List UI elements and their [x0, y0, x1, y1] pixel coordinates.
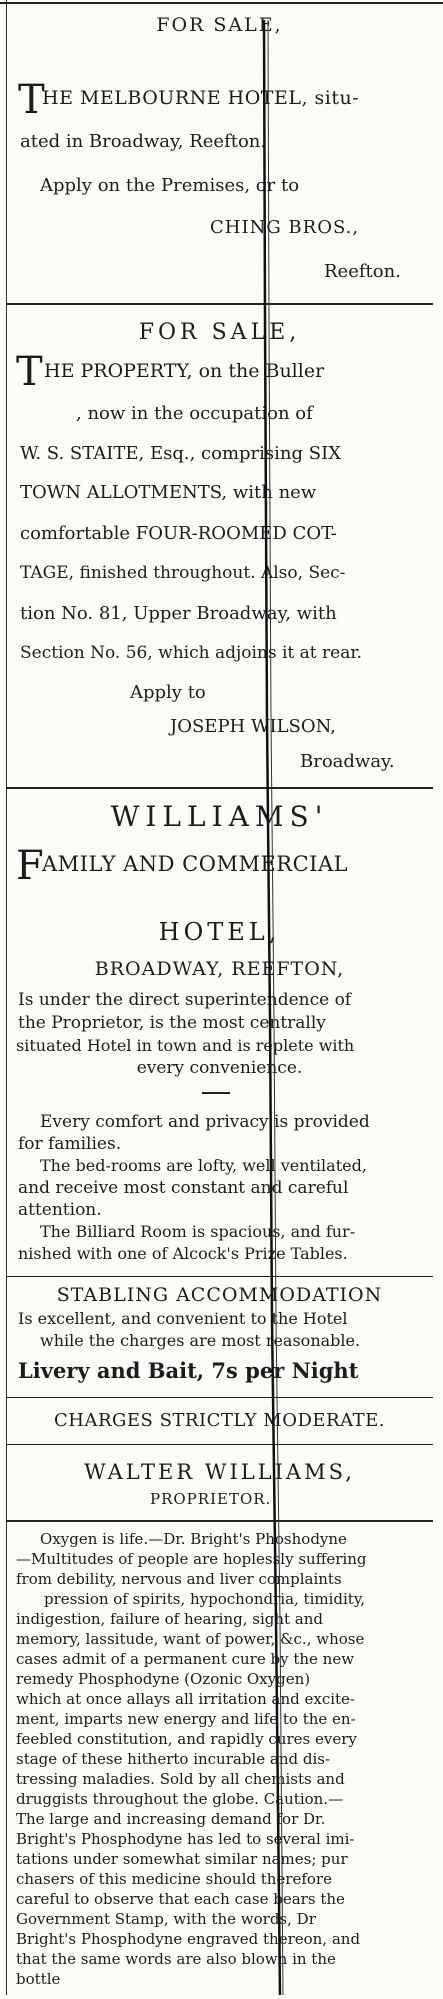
ad4-line-8: remedy Phosphodyne (Ozonic Oxygen) — [16, 1670, 311, 1688]
ad4-line-12: stage of these hitherto incurable and dis- — [16, 1750, 331, 1768]
ad1-line3: Apply on the Premises, or to — [40, 175, 300, 196]
page-tear-line — [262, 20, 284, 1995]
ad4-line-16: Bright's Phosphodyne has led to several imi- — [16, 1830, 355, 1848]
ad4-line-4: pression of spirits, hypochondria, timidity, — [44, 1590, 366, 1608]
ad4-line-1: Oxygen is life.—Dr. Bright's Phoshodyne — [40, 1530, 347, 1548]
ad2-line-4: TOWN ALLOTMENTS, with new — [20, 482, 317, 503]
ad4-line-13: tressing maladies. Sold by all chemists and — [16, 1770, 345, 1788]
short-dash-1 — [202, 1092, 230, 1094]
ad3-role: PROPRIETOR. — [150, 1490, 272, 1508]
ad3-livery: Livery and Bait, 7s per Night — [18, 1358, 359, 1383]
ad4-line-10: ment, imparts new energy and life to the en- — [16, 1710, 356, 1728]
ad2-line-8: Section No. 56, which adjoins it at rear. — [20, 643, 363, 663]
ad2-dropcap: T — [16, 349, 43, 395]
ad3-stabling-2: while the charges are most reasonable. — [40, 1331, 361, 1350]
ad3-intro-2: the Proprietor, is the most centrally — [18, 1013, 326, 1033]
divider-2 — [6, 787, 433, 789]
ad2-signer: JOSEPH WILSON, — [170, 716, 336, 737]
divider-6 — [6, 1520, 433, 1522]
ad4-line-17: tations under somewhat similar names; pur — [16, 1850, 348, 1868]
ad2-line-6: TAGE, finished throughout. Also, Sec- — [20, 563, 346, 583]
ad4-line-15: The large and increasing demand for Dr. — [16, 1810, 326, 1828]
ad4-line-6: memory, lassitude, want of power, &c., whose — [16, 1630, 365, 1648]
ad3-charges: CHARGES STRICTLY MODERATE. — [54, 1410, 385, 1431]
ad2-heading: FOR SALE, — [138, 320, 301, 345]
ad4-line-9: which at once allays all irritation and excite- — [16, 1690, 356, 1708]
ad2-line-5: comfortable FOUR-ROOMED COT- — [20, 523, 337, 544]
divider-3 — [6, 1276, 433, 1277]
divider-5 — [6, 1444, 433, 1445]
ad3-intro-3: situated Hotel in town and is replete with — [16, 1036, 355, 1055]
ad3-owner: WALTER WILLIAMS, — [84, 1460, 355, 1484]
ad1-line2: ated in Broadway, Reefton. — [20, 131, 267, 152]
ad3-stabling: STABLING ACCOMMODATION — [56, 1284, 383, 1306]
ad2-line-3: W. S. STAITE, Esq., comprising SIX — [20, 443, 342, 464]
ad3-body-5: attention. — [18, 1200, 102, 1220]
ad3-body-2: for families. — [18, 1134, 122, 1154]
ad1-signer: CHING BROS., — [210, 217, 360, 238]
ad1-heading: FOR SALE, — [156, 14, 283, 36]
ad2-line-1: HE PROPERTY, on the Buller — [44, 360, 325, 382]
ad1-place: Reefton. — [324, 261, 401, 282]
ad3-subtitle: AMILY AND COMMERCIAL — [42, 852, 349, 876]
ad2-place: Broadway. — [300, 751, 395, 772]
column-left-rule — [6, 0, 7, 1995]
top-rule — [0, 2, 443, 4]
ad4-line-23: bottle — [16, 1970, 61, 1988]
ad4-line-20: Government Stamp, with the words, Dr — [16, 1910, 316, 1928]
ad1-line1: HE MELBOURNE HOTEL, situ- — [42, 87, 360, 109]
ad4-line-5: indigestion, failure of hearing, sight and — [16, 1610, 324, 1628]
ad3-dropcap: F — [16, 843, 44, 889]
ad3-body-3: The bed-rooms are lofty, well ventilated, — [40, 1156, 367, 1175]
ad3-body-6: The Billiard Room is spacious, and fur- — [40, 1222, 356, 1241]
ad2-line-7: tion No. 81, Upper Broadway, with — [20, 603, 337, 624]
ad3-body-4: and receive most constant and careful — [18, 1178, 349, 1198]
ad3-title: WILLIAMS' — [110, 800, 329, 833]
ad3-hotel: HOTEL, — [158, 918, 281, 946]
ad3-address: BROADWAY, REEFTON, — [94, 958, 345, 980]
ad4-line-14: druggists throughout the globe. Caution.— — [16, 1790, 344, 1808]
ad3-intro-4: every convenience. — [136, 1058, 303, 1078]
divider-1 — [6, 303, 433, 305]
ad4-line-19: careful to observe that each case bears the — [16, 1890, 345, 1908]
ad4-line-7: cases admit of a permanent cure by the new — [16, 1650, 355, 1668]
ad4-line-22: that the same words are also blown in the — [16, 1950, 336, 1968]
ad4-line-3: from debility, nervous and liver complaints — [16, 1570, 342, 1588]
ad2-line-2: , now in the occupation of — [76, 403, 313, 424]
ad3-body-7: nished with one of Alcock's Prize Tables. — [18, 1244, 348, 1263]
ad4-line-2: —Multitudes of people are hoplessly suffering — [16, 1550, 367, 1568]
ad3-intro-1: Is under the direct superintendence of — [18, 990, 352, 1010]
ad3-body-1: Every comfort and privacy is provided — [40, 1112, 370, 1132]
ad4-line-18: chasers of this medicine should therefore — [16, 1870, 332, 1888]
ad2-apply: Apply to — [130, 682, 206, 703]
ad4-line-11: feebled constitution, and rapidly cures every — [16, 1730, 357, 1748]
divider-4 — [6, 1397, 433, 1398]
ad3-stabling-1: Is excellent, and convenient to the Hotel — [18, 1309, 348, 1328]
ad4-line-21: Bright's Phosphodyne engraved thereon, and — [16, 1930, 361, 1948]
ad1-dropcap: T — [18, 77, 45, 123]
